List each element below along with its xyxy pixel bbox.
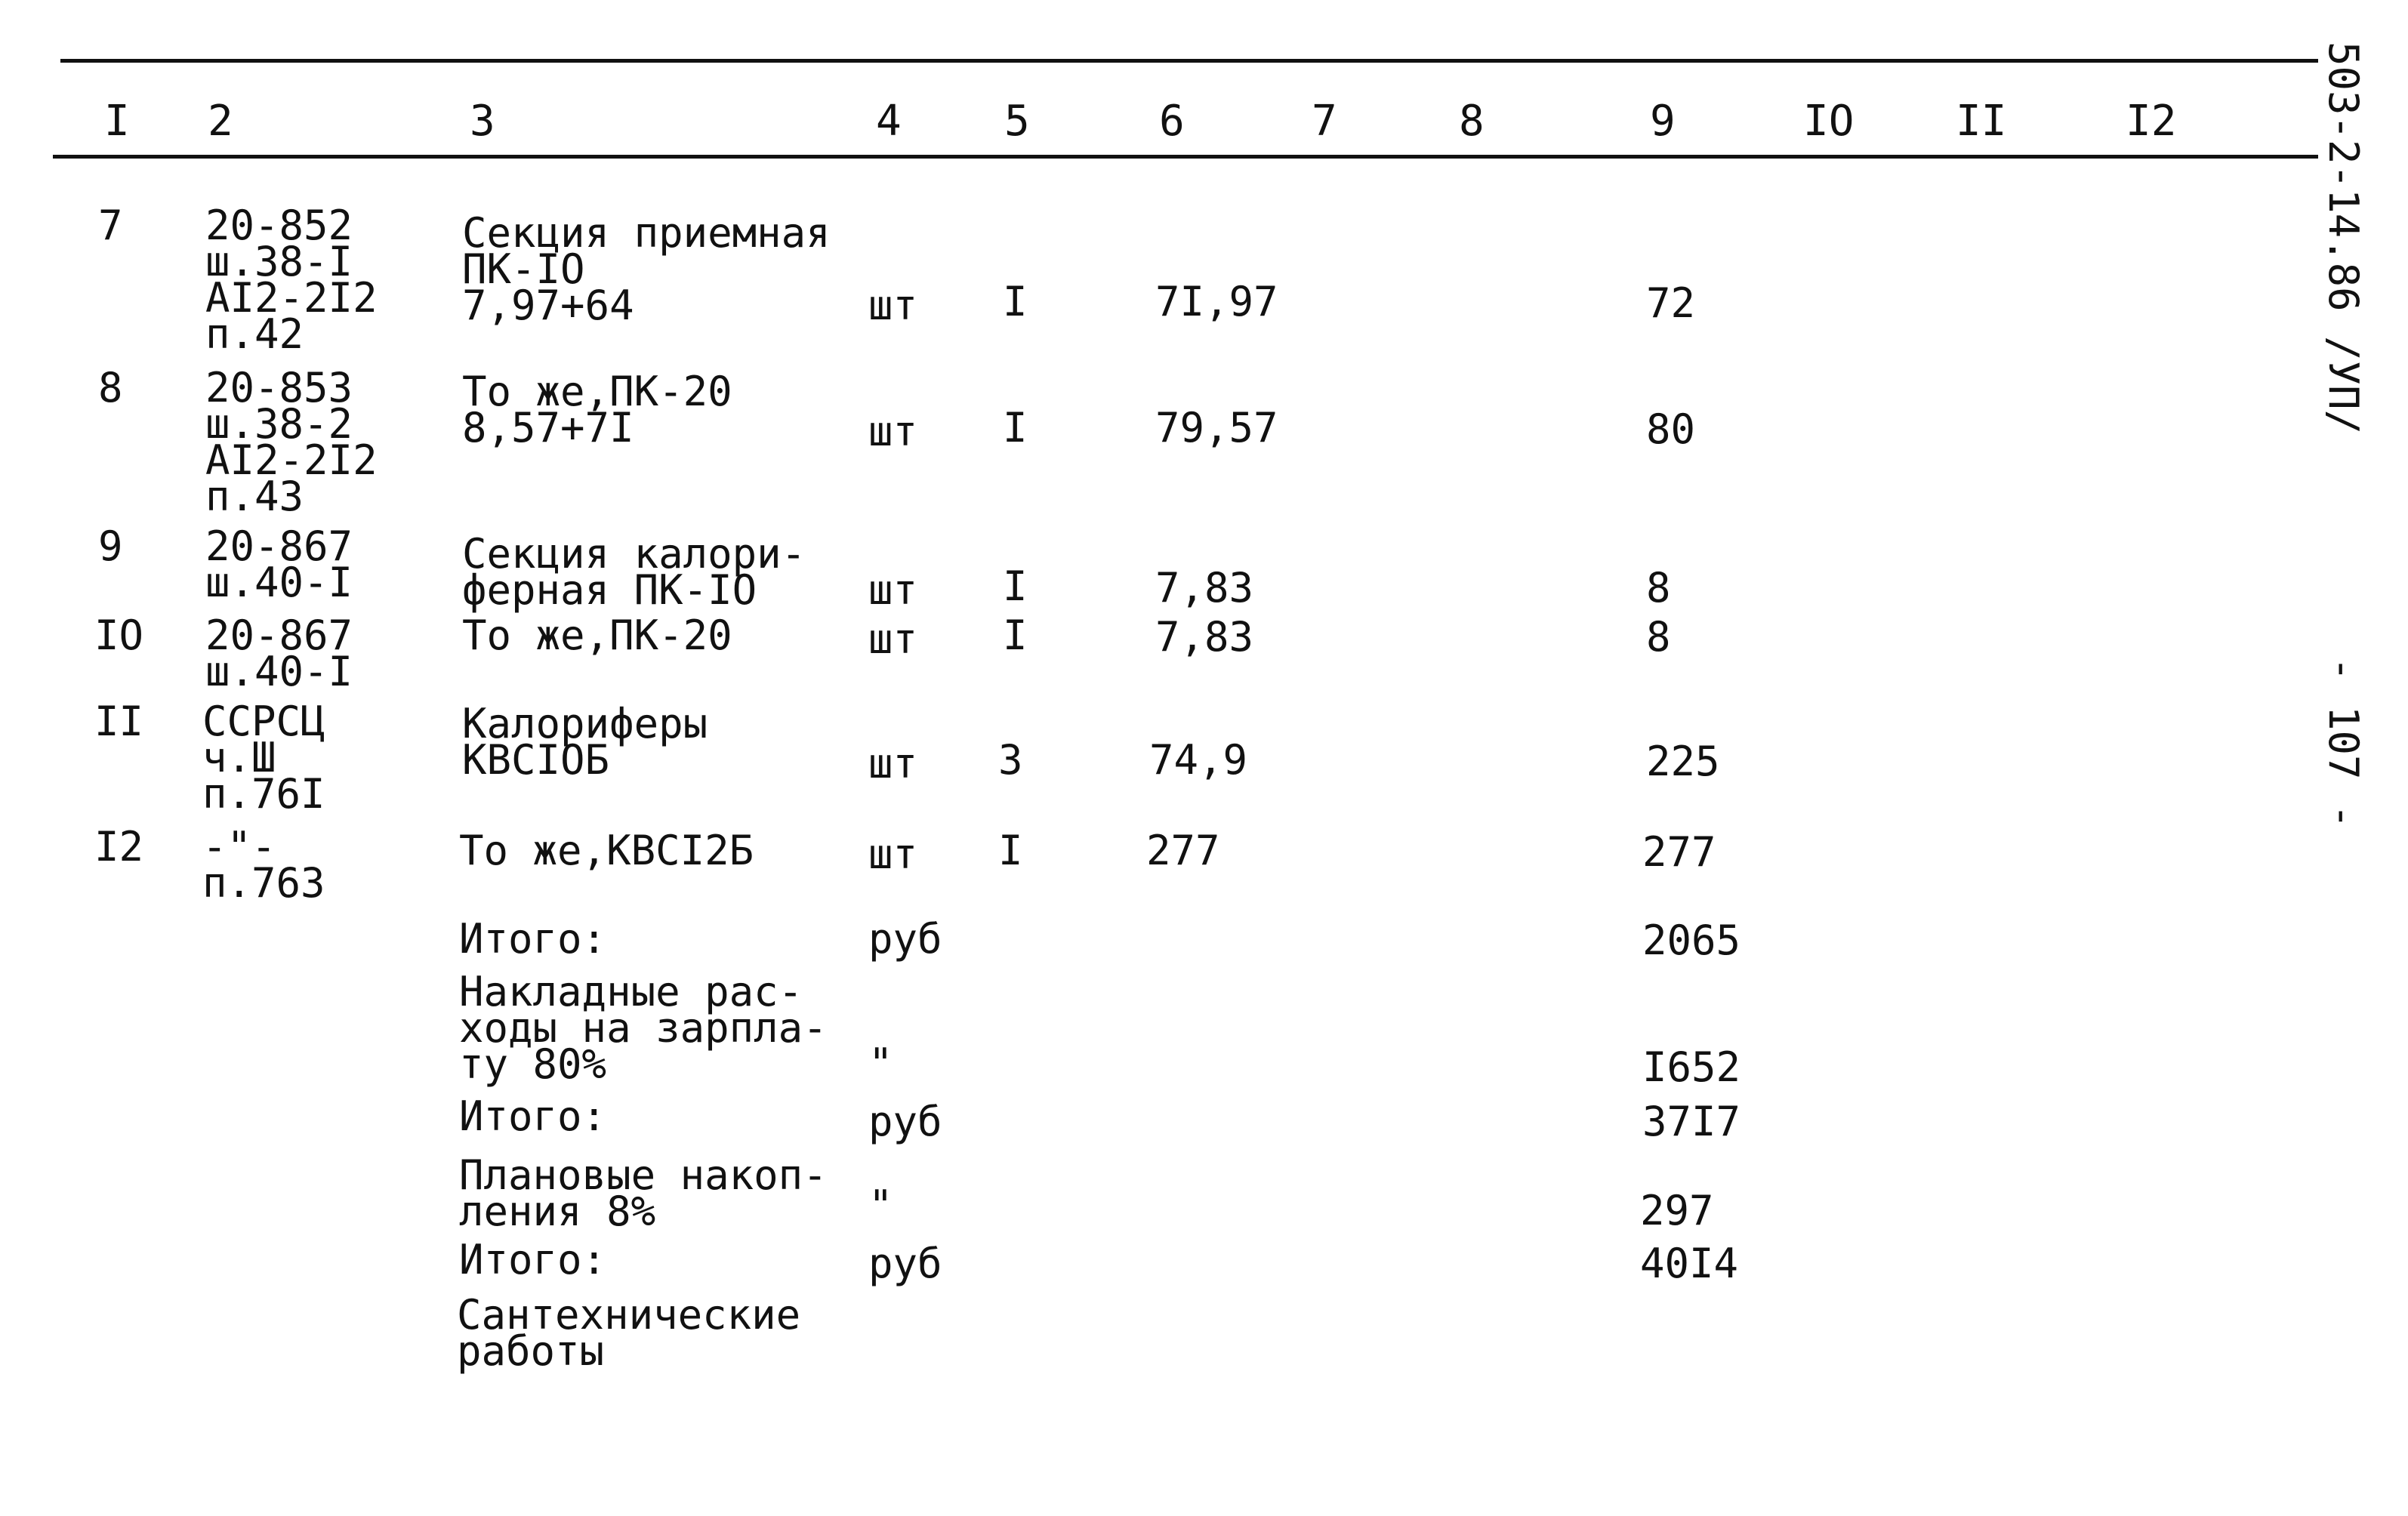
- summary-unit: руб: [868, 1098, 942, 1145]
- row-unit: шт: [868, 408, 918, 455]
- row-reference: 20-867 ш.40-I: [205, 612, 353, 695]
- summary-total: I652: [1642, 1043, 1741, 1091]
- row-unit: шт: [868, 830, 918, 878]
- summary-label: Плановые накоп- ления 8%: [459, 1151, 828, 1235]
- row-name: Секция калори- ферная ПК-IO: [462, 530, 806, 614]
- summary-label: Итого:: [459, 1092, 607, 1140]
- summary-total: 297: [1640, 1187, 1714, 1234]
- col-header-12: I2: [2126, 97, 2177, 146]
- col-header-5: 5: [1004, 97, 1030, 146]
- row-reference: 20-852 ш.38-I AI2-2I2 п.42: [205, 202, 378, 358]
- col-header-1: I: [104, 97, 130, 146]
- row-unit: шт: [868, 282, 918, 329]
- summary-total: 40I4: [1640, 1240, 1739, 1287]
- col-header-4: 4: [876, 97, 902, 146]
- row-number: 8: [98, 364, 123, 411]
- row-total: 8: [1646, 564, 1671, 612]
- row-total: 225: [1646, 738, 1720, 785]
- row-total: 277: [1642, 828, 1716, 876]
- col-header-9: 9: [1650, 97, 1676, 146]
- row-quantity: I: [1003, 404, 1028, 451]
- summary-unit: ": [868, 1182, 893, 1229]
- row-quantity: I: [1003, 562, 1028, 610]
- row-quantity: I: [998, 827, 1023, 874]
- col-header-11: II: [1956, 97, 2007, 146]
- col-header-2: 2: [208, 97, 233, 146]
- row-reference: 20-867 ш.40-I: [205, 522, 353, 606]
- row-number: 9: [98, 522, 123, 570]
- row-number: 7: [98, 202, 123, 249]
- row-quantity: I: [1003, 278, 1028, 325]
- row-unit-price: 7I,97: [1155, 278, 1278, 325]
- summary-unit: руб: [868, 915, 942, 963]
- row-total: 80: [1646, 405, 1696, 453]
- summary-label: Итого:: [459, 915, 607, 963]
- col-header-7: 7: [1312, 97, 1337, 146]
- page-number: - 107 -: [2320, 657, 2367, 829]
- row-total: 8: [1646, 613, 1671, 661]
- row-unit-price: 79,57: [1155, 404, 1278, 451]
- row-name: То же,ПК-20: [462, 612, 732, 659]
- row-reference: -"- п.763: [202, 823, 325, 907]
- top-rule: [60, 59, 2318, 63]
- col-header-8: 8: [1459, 97, 1485, 146]
- summary-label: Итого:: [459, 1236, 607, 1283]
- row-unit: шт: [868, 566, 918, 614]
- row-name: Секция приемная ПК-IO 7,97+64: [462, 209, 831, 329]
- row-number: IO: [94, 612, 144, 659]
- row-total: 72: [1646, 279, 1696, 327]
- col-header-6: 6: [1159, 97, 1185, 146]
- row-number: II: [94, 698, 144, 745]
- row-name: То же,КВСI2Б: [459, 827, 754, 874]
- row-number: I2: [94, 823, 144, 870]
- row-reference: ССРСЦ ч.Ш п.76I: [202, 698, 325, 818]
- row-unit: шт: [868, 615, 918, 663]
- col-header-3: 3: [470, 97, 495, 146]
- row-quantity: 3: [998, 736, 1023, 784]
- row-unit: шт: [868, 740, 918, 787]
- row-name: Калориферы КВСIОБ: [462, 700, 708, 784]
- row-unit-price: 7,83: [1155, 613, 1254, 661]
- row-quantity: I: [1003, 612, 1028, 659]
- document-code: 503-2-14.86 /УП/: [2320, 42, 2367, 435]
- row-unit-price: 277: [1146, 827, 1220, 874]
- summary-unit: руб: [868, 1240, 942, 1287]
- row-reference: 20-853 ш.38-2 AI2-2I2 п.43: [205, 364, 378, 520]
- header-rule: [53, 155, 2318, 159]
- summary-label: Сантехнические работы: [457, 1291, 801, 1375]
- summary-total: 37I7: [1642, 1098, 1741, 1145]
- row-name: То же,ПК-20 8,57+7I: [462, 368, 732, 451]
- row-unit-price: 74,9: [1149, 736, 1248, 784]
- summary-label: Накладные рас- ходы на зарпла- ту 80%: [459, 968, 828, 1088]
- col-header-10: IO: [1803, 97, 1855, 146]
- summary-unit: ": [868, 1040, 893, 1087]
- row-unit-price: 7,83: [1155, 564, 1254, 612]
- summary-total: 2065: [1642, 917, 1741, 964]
